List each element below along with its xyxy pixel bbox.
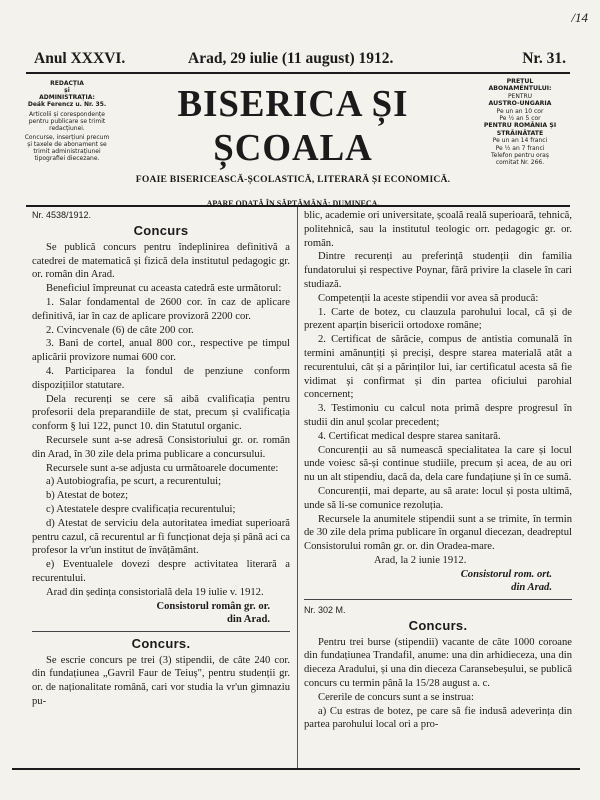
- newspaper-subtitle: FOAIE BISERICEASCĂ-ȘCOLASTICĂ, LITERARĂ ȘI ECONOMICĂ.: [135, 174, 451, 185]
- notice-heading-2: Concurs.: [131, 635, 191, 651]
- editorial-title: REDACȚIA: [50, 80, 84, 87]
- paragraph: Dintre recurenți au preferință studenții din familia fundatorului și respective Poynar, fără privire la clasele în cari studiază.: [304, 251, 572, 290]
- signature-place: din Arad.: [227, 613, 270, 625]
- price-region-austria: AUSTRO-UNGARIA: [488, 100, 552, 108]
- list-item: e) Eventualele dovezi despre activitatea literară a recurentului.: [32, 559, 290, 584]
- editorial-info-box: [22, 80, 112, 162]
- paragraph: Concurenții au să numească specialitatea la care și locul unde voiesc să-și continue studiile, precum și acea, de au ori nu un alt stipendiu, dacă da, dela care fundațiune și în ce sumă.: [304, 444, 572, 484]
- masthead-bottom-rule: [26, 205, 570, 207]
- section-separator: [32, 631, 290, 632]
- paragraph: Recursele la anumitele stipendii sunt a se trimite, în termin de 30 zile dela prima publicare în organul diecezan, deadreptul Consistorului român gr. or. din Oradea-mare.: [304, 513, 572, 553]
- editorial-note-articles: Articolii și corespondențe pentru publicare se trimit redacțiunei.: [28, 111, 106, 132]
- signature: Consistorul rom. ort.: [460, 568, 552, 580]
- newspaper-title: BISERICA ȘI ȘCOALA: [177, 83, 409, 169]
- price-half-abroad: Pe ½ an 7 franci: [495, 144, 545, 152]
- price-year-abroad: Pe un an 14 franci: [492, 137, 548, 145]
- notice-heading-3: Concurs.: [408, 617, 468, 633]
- paragraph: 1. Salar fondamental de 2600 cor. în caz de aplicare definitivă, iar în caz de aplicare provizoră 2200 cor.: [32, 296, 290, 322]
- left-column: [32, 209, 290, 709]
- masthead: [118, 82, 468, 208]
- signature-place: din Arad.: [511, 581, 552, 593]
- signature: Consistorul român gr. or.: [156, 600, 270, 612]
- price-year-austria: Pe un an 10 cor: [496, 107, 544, 115]
- notice-reference: Nr. 4538/1912.: [32, 210, 92, 220]
- notice-heading: Concurs: [133, 222, 189, 238]
- list-item: 1. Carte de botez, cu clauzula parohului local, că și de prezent aparțin bisericii ortodoxe române;: [304, 306, 572, 332]
- price-for: PENTRU: [507, 92, 533, 100]
- list-item: b) Atestat de botez;: [46, 490, 129, 502]
- price-title: PREȚUL: [506, 78, 534, 85]
- paragraph: Recursele sunt a-se adjusta cu următoarele documente:: [46, 462, 279, 474]
- section-separator: [304, 599, 572, 600]
- list-item: 2. Certificat de sărăcie, compus de antistia comunală în termini amănunțiți și preciși, despre starea materială atât a recurentului, cât și a părinților lui, iar certificatul acesta să fie vidimat și confirmat și din partea oficiului parohial concernent;: [304, 334, 572, 401]
- editorial-address: Deák Ferencz u. Nr. 35.: [27, 101, 107, 108]
- paragraph: Cererile de concurs sunt a se instrua:: [318, 691, 474, 703]
- telephone-label: Telefon pentru oraș: [491, 152, 549, 160]
- list-item: d) Atestat de serviciu dela autoritatea imediat superioară pentru cazul, că recurentul ar fi funcționat deja și până aci ca profesor la vr'un institut de învățământ.: [32, 517, 290, 557]
- price-region-romania: PENTRU ROMÂNIA ȘI: [483, 122, 557, 130]
- paragraph: 4. Participarea la fondul de penziune conform dispozițiilor statutare.: [32, 365, 290, 391]
- paragraph: Competenții la aceste stipendii vor avea să producă:: [318, 292, 539, 304]
- editorial-and: și: [64, 87, 70, 94]
- top-rule: [26, 72, 570, 74]
- issue-number: Nr. 31.: [522, 50, 566, 67]
- issue-line: [26, 50, 570, 72]
- list-item: c) Atestatele despre cvalificația recurentului;: [46, 503, 236, 515]
- price-subtitle: ABONAMENTULUI:: [488, 85, 552, 93]
- list-item: a) Autobiografia, pe scurt, a recurentului;: [46, 476, 222, 488]
- paragraph: Arad din ședința consistorială dela 19 iulie v. 1912.: [46, 586, 264, 598]
- page-corner-mark: /14: [571, 10, 588, 25]
- issue-year: Anul XXXVI.: [34, 50, 126, 67]
- paragraph: Se publică concurs pentru îndeplinirea definitivă a catedrei de matematică și fizică dela institutul pedagogic gr. or. român din Arad.: [32, 241, 290, 281]
- subscription-price-box: [468, 78, 572, 167]
- price-half-austria: Pe ½ an 5 cor: [499, 115, 541, 123]
- publication-frequency: APARE ODATĂ ÎN SĂPTĂMÂNĂ: DUMINECA.: [206, 199, 380, 208]
- list-item: 4. Certificat medical despre starea sanitară.: [318, 430, 501, 442]
- paragraph: Pentru trei burse (stipendii) vacante de câte 1000 coroane din fundațiunea Trandafil, anume: una din arhidieceza, una din dieceza Aradului, și una din dieceza Caransebeșului, se publică concurs cu termin până la 15/28 august a. c.: [304, 636, 572, 689]
- notice-reference-2: Nr. 302 M.: [304, 604, 346, 615]
- paragraph: 3. Bani de cortel, anual 800 cor., respective pe timpul aplicării provizore numai 600 cor.: [32, 338, 290, 364]
- list-item: 3. Testimoniu cu calcul nota primă despre progresul în studii din anul școlar precedent;: [304, 403, 572, 428]
- bottom-rule: [12, 768, 580, 770]
- column-divider: [297, 207, 298, 770]
- paragraph: blic, academie ori universitate, școală reală superioară, tehnică, politehnică, sau la institutul teologic orr. pedagogic gr. or. român.: [304, 210, 572, 249]
- paragraph: Dela recurenți se cere să aibă cvalificația pentru profesorii dela preparandiile de stat, precum și cvalificația conform § lui 122, punct 10. din Statutul organic.: [32, 393, 290, 433]
- notice-date: Arad, la 2 iunie 1912.: [374, 554, 467, 566]
- price-region-abroad: STRĂINĂTATE: [496, 129, 544, 137]
- paragraph: Beneficiul împreunat cu aceasta catedră este următorul:: [46, 283, 282, 295]
- telephone-number: comitat Nr. 266.: [495, 159, 545, 167]
- paragraph: Se escrie concurs pe trei (3) stipendii, de câte 240 cor. din fundațiunea „Gavril Faur de Teiuș", pentru studenții gr. or. de naționalitate română, cari vor studia la vr'un gimnaziu pu-: [32, 654, 290, 707]
- administration-title: ADMINISTRAȚIA:: [39, 94, 95, 101]
- paragraph: Recursele sunt a-se adresă Consistoriului gr. or. român din Arad, în 30 zile dela prima publicare a concursului.: [32, 434, 290, 460]
- list-item: a) Cu estras de botez, pe care să fie indusă adeverința din partea parohului local ori a pro-: [304, 705, 572, 731]
- issue-date: Arad, 29 iulie (11 august) 1912.: [188, 50, 394, 67]
- right-column: [304, 209, 572, 732]
- paragraph: 2. Cvincvenale (6) de câte 200 cor.: [46, 324, 194, 336]
- editorial-note-fees: Concurse, inserțiuni precum și taxele de abonament se trimit administrațiunei tipografiei diecezane.: [24, 134, 110, 162]
- paragraph: Concurenții, mai departe, au să arate: locul și posta ultimă, unde să li-se comunice rezoluția.: [304, 485, 572, 511]
